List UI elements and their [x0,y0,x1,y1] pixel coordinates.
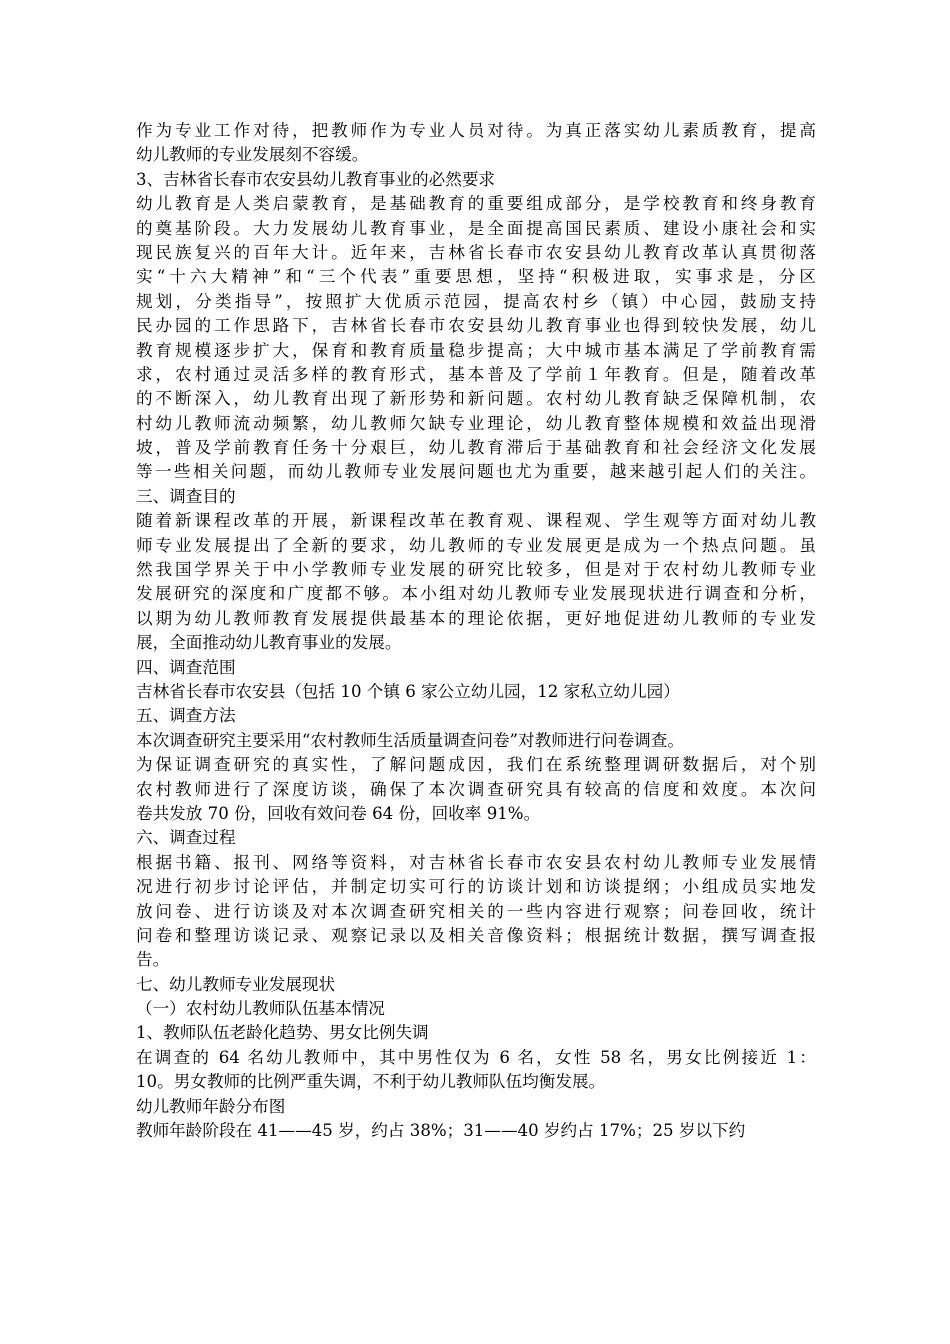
paragraph-line: 教育规模逐步扩大，保育和教育质量稳步提高；大中城市基本满足了学前教育需 [136,340,816,360]
paragraph-line: 卷共发放 70 份，回收有效问卷 64 份，回收率 91%。 [136,803,541,823]
paragraph-line: 村幼儿教师流动频繁，幼儿教师欠缺专业理论，幼儿教育整体规模和效益出现滑 [136,413,816,433]
paragraph-line: 实“十六大精神”和“三个代表”重要思想，坚持“积极进取，实事求是，分区 [136,267,816,287]
section-heading: 三、调查目的 [136,486,236,506]
paragraph-line: 10。男女教师的比例严重失调，不利于幼儿教师队伍均衡发展。 [136,1072,606,1092]
paragraph-line: 农村教师进行了深度访谈，确保了本次调查研究具有较高的信度和效度。本次问 [136,779,816,799]
section-heading: 六、调查过程 [136,828,236,848]
document-body [136,119,816,1143]
paragraph-line: 的不断深入，幼儿教育出现了新形势和新问题。农村幼儿教育缺乏保障机制，农 [136,389,816,409]
paragraph-line: 为保证调查研究的真实性，了解问题成因，我们在系统整理调研数据后，对个别 [136,755,816,775]
paragraph-line: 以期为幼儿教师教育发展提供最基本的理论依据，更好地促进幼儿教师的专业发 [136,608,816,628]
paragraph-line: 规划，分类指导”，按照扩大优质示范园，提高农村乡（镇）中心园，鼓励支持 [136,291,816,311]
paragraph-line: 放问卷、进行访谈及对本次调查研究相关的一些内容进行观察；问卷回收，统计 [136,901,816,921]
paragraph-line: 本次调查研究主要采用“农村教师生活质量调查问卷”对教师进行问卷调查。 [136,730,684,750]
paragraph-line: 告。 [136,950,170,970]
subsection-heading: （一）农村幼儿教师队伍基本情况 [136,999,385,1019]
section-heading: 七、幼儿教师专业发展现状 [136,974,336,994]
paragraph-line: 随着新课程改革的开展，新课程改革在教育观、课程观、学生观等方面对幼儿教 [136,511,816,531]
figure-caption: 幼儿教师年龄分布图 [136,1096,286,1116]
paragraph-line: 吉林省长春市农安县（包括 10 个镇 6 家公立幼儿园，12 家私立幼儿园） [136,681,680,701]
paragraph-line: 幼儿教师的专业发展刻不容缓。 [136,145,369,165]
section-heading: 3、吉林省长春市农安县幼儿教育事业的必然要求 [136,169,496,189]
paragraph-line: 根据书籍、报刊、网络等资料，对吉林省长春市农安县农村幼儿教师专业发展情 [136,852,816,872]
paragraph-line: 问卷和整理访谈记录、观察记录以及相关音像资料；根据统计数据，撰写调查报 [136,925,816,945]
paragraph-line: 现民族复兴的百年大计。近年来，吉林省长春市农安县幼儿教育改革认真贯彻落 [136,242,816,262]
section-heading: 四、调查范围 [136,657,236,677]
section-heading: 五、调查方法 [136,706,236,726]
paragraph-line: 教师年龄阶段在 41——45 岁，约占 38%；31——40 岁约占 17%；25 岁以下约 [136,1121,746,1141]
paragraph-line: 发展研究的深度和广度都不够。本小组对幼儿教师专业发展现状进行调查和分析， [136,584,816,604]
paragraph-line: 作为专业工作对待，把教师作为专业人员对待。为真正落实幼儿素质教育，提高 [136,121,816,140]
subsection-heading: 1、教师队伍老龄化趋势、男女比例失调 [136,1023,429,1043]
paragraph-line: 然我国学界关于中小学教师专业发展的研究比较多，但是对于农村幼儿教师专业 [136,560,816,580]
paragraph-line: 民办园的工作思路下，吉林省长春市农安县幼儿教育事业也得到较快发展，幼儿 [136,316,816,336]
paragraph-line: 等一些相关问题，而幼儿教师专业发展问题也尤为重要，越来越引起人们的关注。 [136,462,816,482]
paragraph-line: 在调查的 64 名幼儿教师中，其中男性仅为 6 名，女性 58 名，男女比例接近 1： [136,1047,816,1067]
paragraph-line: 展，全面推动幼儿教育事业的发展。 [136,633,402,653]
paragraph-line: 求，农村通过灵活多样的教育形式，基本普及了学前１年教育。但是，随着改革 [136,364,816,384]
paragraph-line: 幼儿教育是人类启蒙教育，是基础教育的重要组成部分，是学校教育和终身教育 [136,194,816,214]
paragraph-line: 的奠基阶段。大力发展幼儿教育事业，是全面提高国民素质、建设小康社会和实 [136,218,816,238]
paragraph-line: 师专业发展提出了全新的要求，幼儿教师的专业发展更是成为一个热点问题。虽 [136,535,816,555]
paragraph-line: 坡，普及学前教育任务十分艰巨，幼儿教育滞后于基础教育和社会经济文化发展 [136,438,816,458]
paragraph-line: 况进行初步讨论评估，并制定切实可行的访谈计划和访谈提纲；小组成员实地发 [136,877,816,897]
